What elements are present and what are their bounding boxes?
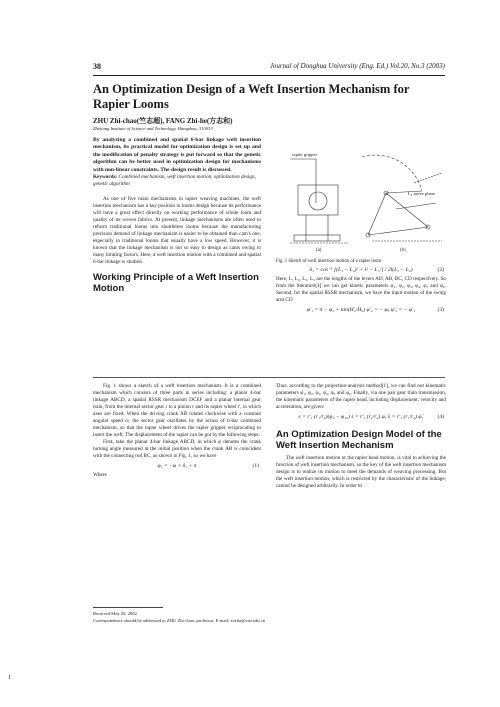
equation-2-body: δ₁ = cos⁻¹ [(L₁ − L₂)² + l² − L₃²] / 2l(L₁ − L₂): [309, 267, 413, 273]
right-paragraph-2: Thus, according to the projection-analysis method[1], we can find out kinematic parameters φ₁, φ₂, φ₃, φ₄, φ₅ and φ₆. Finally, via one pair gear train transmission, the kinematic parameters of the rapier head, including displacement, velocity and acceleration, are given:: [276, 383, 446, 410]
equation-3: [276, 304, 446, 316]
footnote: [93, 611, 445, 624]
mechanism-sketch: [276, 143, 446, 253]
margin-mark: 1: [8, 675, 11, 681]
figure-label-gripper: rapier gripper: [292, 152, 318, 157]
section1-paragraph-2: First, take the planar 4-bar linkage ABCD, in which φ denotes the crank turning angle measured at the initial position when the crank AB is coincident with the connecting rod BC, as shown in Fig. 1, so we have: [93, 439, 261, 459]
left-column-top: [93, 137, 261, 294]
equation-3-body: φ'₁ = π − φ₃ + tan(H₁/H₂) φ'₂ = − φ₅ φ'₃ = − φ'₁: [306, 307, 416, 313]
footnote-received: Received May 20, 2002: [93, 611, 137, 616]
equation-4-number: (4): [437, 414, 444, 420]
right-paragraph-1: Here, L, L₁, L₂, L₃ are the lengths of the levers AD, AB, BC, CD respectively. So from the literature[1] we can get kinetic parameters φ₁, φ₂, φ₃, φ₄, φ₅ and φ₆. Second, for the spatial RSSR mechanism, we have the input motion of the swing arm CD: [276, 276, 446, 303]
authors: ZHU Zhi-chao(竺志超), FANG Zhi-he(方志和): [93, 117, 233, 125]
equation-3-number: (3): [437, 307, 444, 313]
where-label: Where: [93, 472, 107, 478]
section1-paragraph-1: Fig. 1 shows a sketch of a weft insertion mechanism. It is a combined mechanism which consists of three parts in series including: a planar 4-bar linkage ABCD, a spatial RSSR mechanism DCEF and a planar internal gear train, from the internal sector gear r to a pinion r and its rapier wheel r', in which axes are fixed. When the driving crank AB rotates clockwise with a constant angular speed ω, the sector gear oscillates by the action of 6-bar combined mechanism, so that the rapier wheel drives the rapier gripper reciprocating to insert the weft. The displacement of the rapier can be got by the following steps:: [93, 383, 261, 438]
right-column-bottom: [276, 383, 446, 490]
figure-label-b: (b): [400, 248, 406, 253]
equation-2: [276, 264, 446, 276]
section2-heading: An Optimization Design Model of the Weft Insertion Mechanism: [276, 429, 442, 451]
equation-1-body: φ₁ = −φ + δ₁ + π: [157, 463, 197, 469]
keywords-label: Keywords:: [93, 174, 118, 181]
right-column-top: [276, 264, 446, 316]
journal-header: Journal of Donghua University (Eng. Ed.) Vol.20, No.3 (2003): [269, 62, 445, 70]
footnote-correspondence: Correspondence should be addressed to ZHU Zhi-chao, professor, E-mail: zczhu@zist.edu.cn: [93, 617, 266, 623]
header-rule: [93, 75, 445, 76]
equation-1: [93, 460, 261, 472]
intro-paragraph: As one of five main mechanisms in rapier weaving machines, the weft insertion mechanism has a key position in looms design because its performance will have a great effect directly on working performance of whole loom and quality of its woven fabrics. At present, linkage mechanisms are often used to reform traditional looms into shuttleless looms because the manufacturing precision demand of linkage mechanism is easier to be obtained than cam's one, especially in traditional looms that usually have a low speed. However, it is known that the linkage mechanism is not so easy to design as cams owing to many limiting factors. Here, a weft insertion motion with a combined and spatial 6-bar linkage is studied.: [93, 196, 261, 266]
keywords-text: Combined mechanism, weft insertion motion, optimization design, genetic algorithm: [93, 174, 256, 188]
footnote-rule: [93, 607, 163, 608]
section1-heading: Working Principle of a Weft Insertion Motion: [93, 272, 259, 295]
figure-label-plane: L₀ move plane: [408, 191, 435, 196]
equation-4: [276, 411, 446, 423]
abstract: By analyzing a combined and spatial 6-bar linkage weft insertion mechanism, its practical model for optimization design is set up and the modification of penalty strategy is put forward so that the genetic algorithm can be better used in optimization design for mechanisms with non-linear constraints. The design result is discussed.: [93, 137, 261, 173]
figure-caption: Fig. 1 Sketch of weft insertion motion of a rapier loom: [276, 259, 382, 264]
figure-label-a: (a): [316, 248, 322, 253]
figure-1: [276, 143, 446, 264]
column-divider: [93, 377, 445, 378]
equation-1-number: (1): [252, 463, 259, 469]
paper-title: An Optimization Design of a Weft Insertion Mechanism for Rapier Looms: [93, 82, 410, 111]
page-number: 38: [93, 62, 101, 71]
equation-2-number: (2): [437, 267, 444, 273]
affiliation: Zhejiang Institute of Science and Technology, Hangzhou, 310033: [93, 126, 213, 131]
left-column-bottom: [93, 383, 261, 479]
keywords: [93, 174, 261, 188]
section2-paragraph-1: The weft insertion motion or the rapier head motion, is vital to achieving the function of weft insertion mechanism, so the key of the weft insertion mechanism design is to realize its motion to meet the demands of weaving processing. But the weft insertion motion, which is restricted by the characteristic of the linkage, cannot be designed arbitrarily. In order to: [276, 455, 446, 489]
equation-4-body: s = r'₁ (r₁/r₂)(φ₁ − φ₁₀) ṡ = r'₁ (r₁/r₂) φ̇₁ s̈ = r'₁ (r₁/r₂) φ̈₁: [298, 414, 424, 420]
